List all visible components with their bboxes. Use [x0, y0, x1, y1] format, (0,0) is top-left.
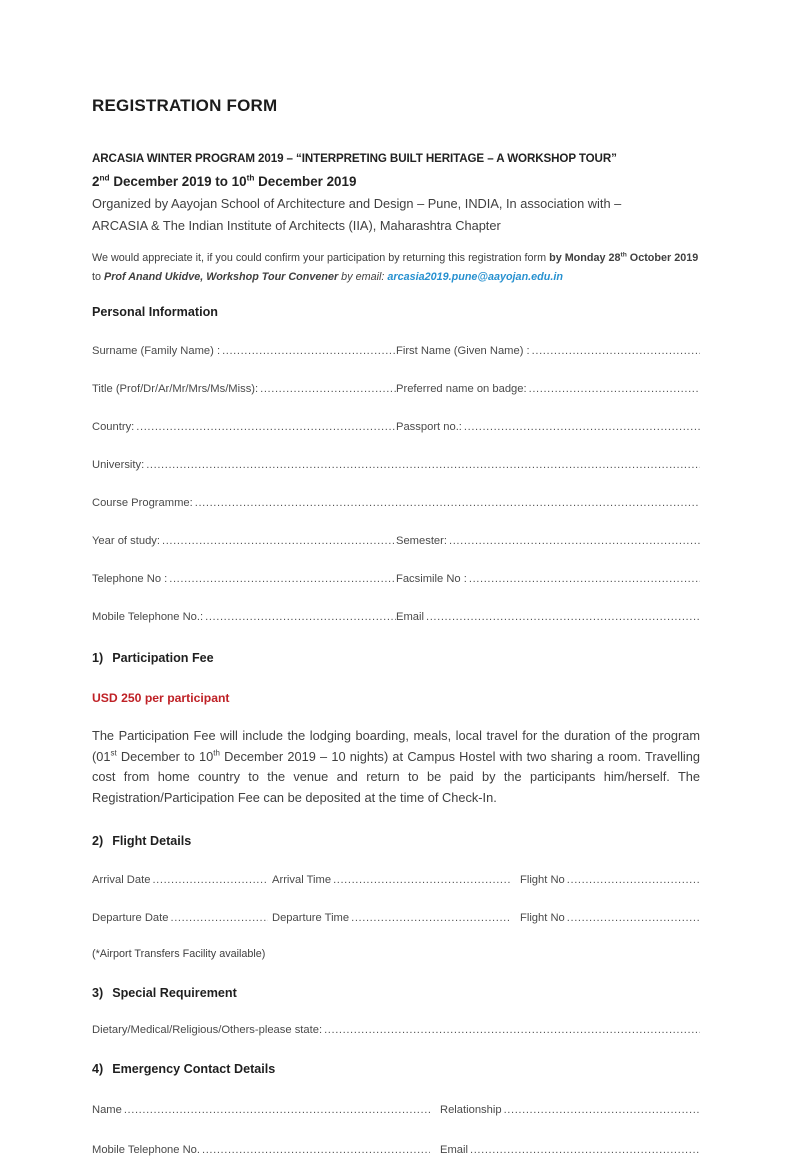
email-link[interactable]: arcasia2019.pune@aayojan.edu.in [387, 270, 563, 283]
field-label: Flight No [520, 874, 565, 886]
field-label: Mobile Telephone No.: [92, 611, 204, 623]
program-dates: 2nd December 2019 to 10th December 2019 [92, 172, 357, 189]
arrival-date-field [92, 874, 268, 886]
arrival-flight-no-field [520, 874, 700, 886]
course-programme-field [92, 497, 700, 509]
field-label: Semester: [396, 535, 447, 547]
participation-fee-amount: USD 250 per participant [92, 691, 230, 705]
dotted-line [462, 421, 700, 433]
mobile-telephone-field [92, 611, 396, 623]
form-row-university [92, 459, 700, 471]
departure-time-field [272, 912, 510, 924]
program-title: ARCASIA WINTER PROGRAM 2019 – “INTERPRETING BUILT HERITAGE – A WORKSHOP TOUR” [92, 152, 617, 165]
field-label: Departure Date [92, 912, 169, 924]
organizer-line-2: ARCASIA & The Indian Institute of Architects (IIA), Maharashtra Chapter [92, 217, 501, 233]
field-label: Passport no.: [396, 421, 462, 433]
field-label: Flight No [520, 912, 565, 924]
field-label: Email [440, 1144, 468, 1156]
organizer-line-1: Organized by Aayojan School of Architecture and Design – Pune, INDIA, In association with – [92, 196, 622, 211]
field-label: Preferred name on badge: [396, 383, 527, 395]
confirmation-note: We would appreciate it, if you could confirm your participation by returning this registration form by Monday 28th October 2019 to Prof Anand Ukidve, Workshop Tour Convener by email: arcasia2019.pune@aayojan.edu.in [92, 251, 699, 283]
departure-flight-no-field [520, 912, 700, 924]
dotted-line [527, 383, 700, 395]
field-label: Arrival Date [92, 874, 151, 886]
dotted-line [150, 874, 268, 886]
dotted-line [467, 573, 700, 585]
form-row-surname-firstname [92, 345, 700, 357]
first-name-field [396, 345, 700, 357]
field-label: Year of study: [92, 535, 160, 547]
dotted-line [134, 421, 396, 433]
emergency-relationship-field [440, 1104, 700, 1116]
dotted-line [530, 345, 700, 357]
form-row-year-semester [92, 535, 700, 547]
emergency-email-field [440, 1144, 700, 1156]
field-label: Title (Prof/Dr/Ar/Mr/Mrs/Ms/Miss): [92, 383, 259, 395]
badge-name-field [396, 383, 700, 395]
section-heading-emergency-contact: 4) Emergency Contact Details [92, 1062, 276, 1076]
section-heading-participation-fee: 1) Participation Fee [92, 651, 214, 665]
form-row-emergency-mobile [92, 1144, 700, 1156]
emergency-mobile-field [92, 1144, 430, 1156]
form-row-arrival [92, 874, 700, 886]
field-label: Facsimile No : [396, 573, 467, 585]
section-heading-personal: Personal Information [92, 305, 218, 319]
participation-fee-description: The Participation Fee will include the lodging boarding, meals, local travel for the duration of the program (01st December to 10th December 2019 – 10 nights) at Campus Hostel with two sharing a room. Travelling cost from home country to the venue and return to be paid by the participants him/herself. The Registration/Participation Fee can be deposited at the time of Check-In. [92, 728, 700, 805]
dotted-line [322, 1024, 700, 1036]
section-heading-special-requirement: 3) Special Requirement [92, 986, 237, 1000]
form-row-country-passport [92, 421, 700, 433]
email-field [396, 611, 700, 623]
field-label: Email [396, 611, 424, 623]
dotted-line [122, 1104, 430, 1116]
dotted-line [160, 535, 396, 547]
year-of-study-field [92, 535, 396, 547]
field-label: Course Programme: [92, 497, 193, 509]
page-title: REGISTRATION FORM [92, 96, 278, 115]
field-label: Country: [92, 421, 135, 433]
field-label: Mobile Telephone No. [92, 1144, 201, 1156]
form-row-mobile-email [92, 611, 700, 623]
field-label: Dietary/Medical/Religious/Others-please state: [92, 1024, 323, 1036]
title-field [92, 383, 396, 395]
emergency-name-field [92, 1104, 430, 1116]
dietary-field [92, 1024, 700, 1036]
dotted-line [167, 573, 396, 585]
telephone-field [92, 573, 396, 585]
passport-field [396, 421, 700, 433]
dotted-line [468, 1144, 700, 1156]
form-row-telephone-facsimile [92, 573, 700, 585]
dotted-line [565, 874, 700, 886]
form-row-emergency-name [92, 1104, 700, 1116]
semester-field [396, 535, 700, 547]
dotted-line [144, 459, 700, 471]
departure-date-field [92, 912, 268, 924]
arrival-time-field [272, 874, 510, 886]
form-row-dietary [92, 1024, 700, 1036]
surname-field [92, 345, 396, 357]
dotted-line [203, 611, 396, 623]
field-label: University: [92, 459, 145, 471]
dotted-line [220, 345, 396, 357]
dotted-line [502, 1104, 700, 1116]
dotted-line [200, 1144, 430, 1156]
form-row-title-badge [92, 383, 700, 395]
field-label: Relationship [440, 1104, 502, 1116]
dotted-line [193, 497, 700, 509]
dotted-line [447, 535, 700, 547]
dotted-line [349, 912, 510, 924]
field-label: First Name (Given Name) : [396, 345, 530, 357]
dotted-line [258, 383, 396, 395]
university-field [92, 459, 700, 471]
dotted-line [424, 611, 700, 623]
field-label: Telephone No : [92, 573, 168, 585]
form-row-departure [92, 912, 700, 924]
field-label: Name [92, 1104, 122, 1116]
facsimile-field [396, 573, 700, 585]
section-heading-flight-details: 2) Flight Details [92, 834, 192, 848]
field-label: Surname (Family Name) : [92, 345, 221, 357]
airport-transfers-note: (*Airport Transfers Facility available) [92, 948, 266, 960]
field-label: Departure Time [272, 912, 350, 924]
country-field [92, 421, 396, 433]
dotted-line [331, 874, 510, 886]
dotted-line [565, 912, 700, 924]
field-label: Arrival Time [272, 874, 332, 886]
dotted-line [169, 912, 269, 924]
form-row-course-programme [92, 497, 700, 509]
